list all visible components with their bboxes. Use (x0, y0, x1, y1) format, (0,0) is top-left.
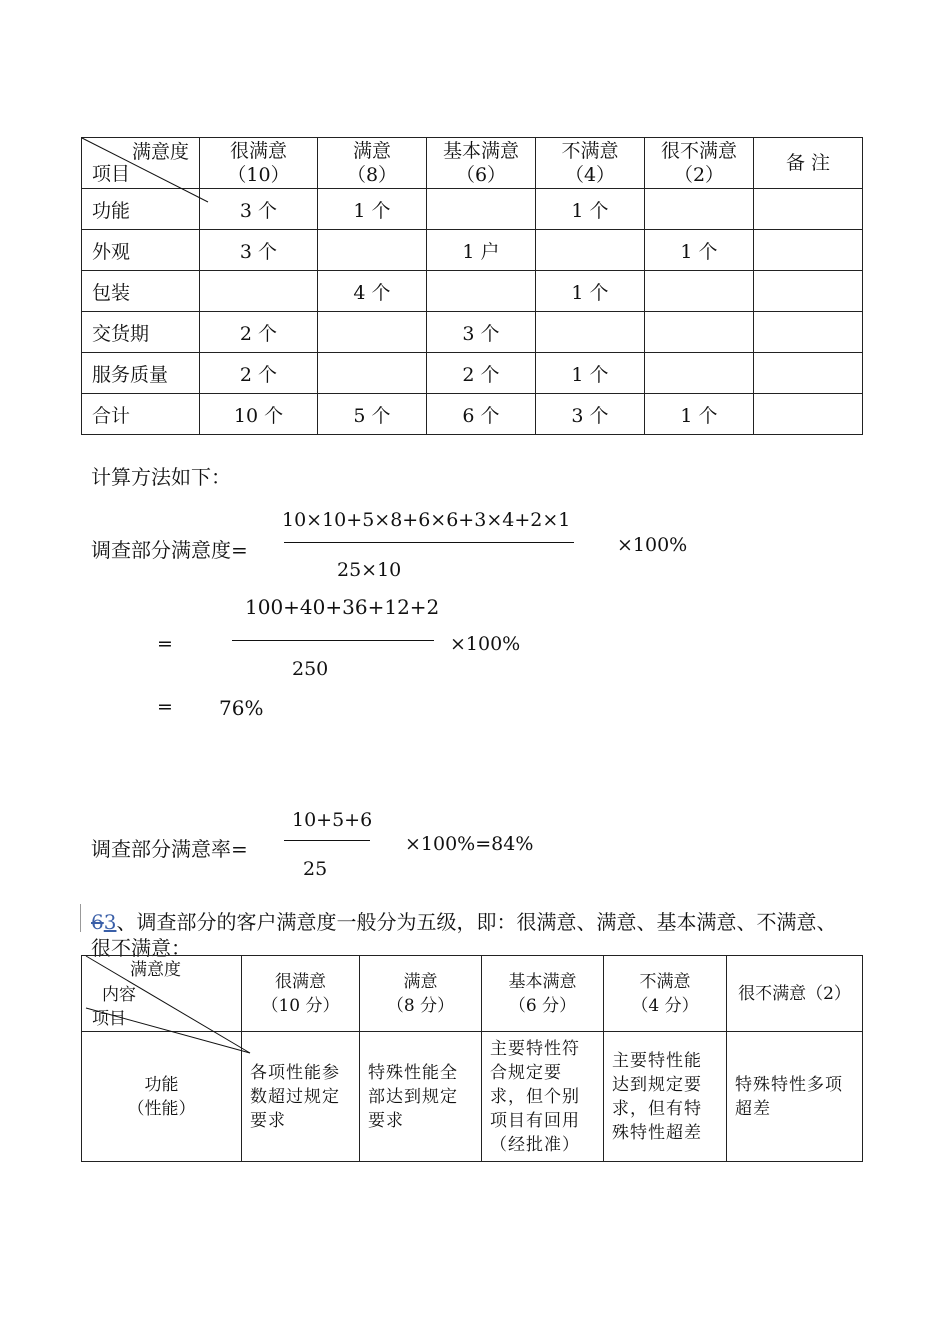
diag2-top-label: 满意度 (130, 960, 181, 980)
t2-header-dissatisfied: 不满意 （4 分） (604, 956, 727, 1032)
table-cell: 6 个 (427, 394, 536, 435)
table-cell (427, 271, 536, 312)
table-cell (318, 230, 427, 271)
t2-row-item: 功能 （性能） (82, 1032, 242, 1162)
table-cell: 1 户 (427, 230, 536, 271)
table-cell (754, 312, 863, 353)
table-cell (318, 312, 427, 353)
table-cell (645, 353, 754, 394)
degree-denominator: 25×10 (337, 559, 402, 581)
section-number-deleted: 6 (91, 910, 104, 934)
step3-equals: = (157, 696, 173, 718)
diag2-bottom-label: 项目 (92, 1009, 126, 1029)
header-very-dissatisfied: 很不满意 （2） (645, 138, 754, 189)
header-basic-satisfied: 基本满意 （6） (427, 138, 536, 189)
step2-numerator: 100+40+36+12+2 (245, 595, 440, 619)
degree-times: ×100% (617, 534, 688, 556)
degree-result: 76% (219, 696, 264, 720)
table-cell: 1 个 (318, 189, 427, 230)
header-remark: 备 注 (754, 138, 863, 189)
table-cell: 2 个 (427, 353, 536, 394)
t2-cell-basic-satisfied: 主要特性符合规定要求，但个别项目有回用（经批准） (482, 1032, 604, 1162)
rate-numerator: 10+5+6 (292, 809, 373, 831)
header-very-satisfied: 很满意 （10） (200, 138, 318, 189)
section-text: 、调查部分的客户满意度一般分为五级，即：很满意、满意、基本满意、不满意、 (116, 910, 837, 934)
t2-cell-dissatisfied: 主要特性能达到规定要求，但有特殊特性超差 (604, 1032, 727, 1162)
table-row (82, 353, 863, 394)
revision-bar (80, 904, 81, 932)
table-cell (754, 230, 863, 271)
table-cell (754, 189, 863, 230)
table-cell (754, 353, 863, 394)
table-cell (645, 312, 754, 353)
table-cell: 5 个 (318, 394, 427, 435)
section-number-inserted: 3 (103, 910, 117, 934)
header-dissatisfied: 不满意 （4） (536, 138, 645, 189)
diag2-mid-label: 内容 (102, 985, 136, 1005)
t2-header-very-satisfied: 很满意 （10 分） (242, 956, 360, 1032)
t2-cell-satisfied: 特殊性能全部达到规定要求 (360, 1032, 482, 1162)
header-satisfied: 满意 （8） (318, 138, 427, 189)
table-cell (536, 230, 645, 271)
rate-denominator: 25 (303, 858, 328, 880)
step2-times: ×100% (450, 633, 521, 655)
section-line-2: 很不满意： (91, 936, 191, 960)
row-item-label: 功能 (82, 189, 200, 230)
table-cell (536, 312, 645, 353)
table-cell: 1 个 (536, 271, 645, 312)
diagonal-header-cell (82, 138, 200, 189)
satisfaction-count-table (81, 137, 863, 435)
table-cell: 4 个 (318, 271, 427, 312)
fraction-bar-3 (284, 840, 370, 841)
row-item-label: 服务质量 (82, 353, 200, 394)
table-cell: 1 个 (536, 353, 645, 394)
fraction-bar-1 (284, 542, 574, 543)
table-row (82, 230, 863, 271)
row-item-label: 交货期 (82, 312, 200, 353)
fraction-bar-2 (232, 640, 434, 641)
rate-times: ×100%=84% (405, 833, 534, 855)
table-cell: 10 个 (200, 394, 318, 435)
table-cell: 1 个 (536, 189, 645, 230)
table-cell (427, 189, 536, 230)
table-row (82, 189, 863, 230)
table-cell: 2 个 (200, 312, 318, 353)
t2-header-very-dissatisfied: 很不满意（2） (727, 956, 863, 1032)
table-cell: 1 个 (645, 230, 754, 271)
row-item-label: 合计 (82, 394, 200, 435)
table-cell (754, 271, 863, 312)
table-cell: 1 个 (645, 394, 754, 435)
row-item-label: 包装 (82, 271, 200, 312)
t2-header-satisfied: 满意 （8 分） (360, 956, 482, 1032)
step2-equals: = (157, 633, 173, 655)
table-cell: 3 个 (427, 312, 536, 353)
table-cell: 3 个 (200, 230, 318, 271)
diagonal-header-cell-2 (82, 956, 242, 1032)
table-row (82, 271, 863, 312)
table-cell: 2 个 (200, 353, 318, 394)
t2-cell-very-satisfied: 各项性能参数超过规定要求 (242, 1032, 360, 1162)
t2-cell-very-dissatisfied: 特殊特性多项超差 (727, 1032, 863, 1162)
table-cell (200, 271, 318, 312)
satisfaction-criteria-table (81, 955, 863, 1162)
table-cell: 3 个 (536, 394, 645, 435)
section-line-1 (91, 906, 836, 935)
table-cell (318, 353, 427, 394)
table-cell (754, 394, 863, 435)
diag-top-label: 满意度 (131, 141, 189, 163)
table-row (82, 394, 863, 435)
diag-bottom-label: 项目 (92, 163, 131, 185)
table-cell (645, 271, 754, 312)
calc-intro: 计算方法如下： (91, 465, 231, 489)
step2-denominator: 250 (292, 658, 329, 680)
table-cell (645, 189, 754, 230)
degree-numerator: 10×10+5×8+6×6+3×4+2×1 (282, 509, 571, 531)
rate-label: 调查部分满意率= (91, 837, 248, 861)
row-item-label: 外观 (82, 230, 200, 271)
table-cell: 3 个 (200, 189, 318, 230)
t2-header-basic-satisfied: 基本满意 （6 分） (482, 956, 604, 1032)
degree-label: 调查部分满意度= (91, 538, 248, 562)
table-row (82, 312, 863, 353)
